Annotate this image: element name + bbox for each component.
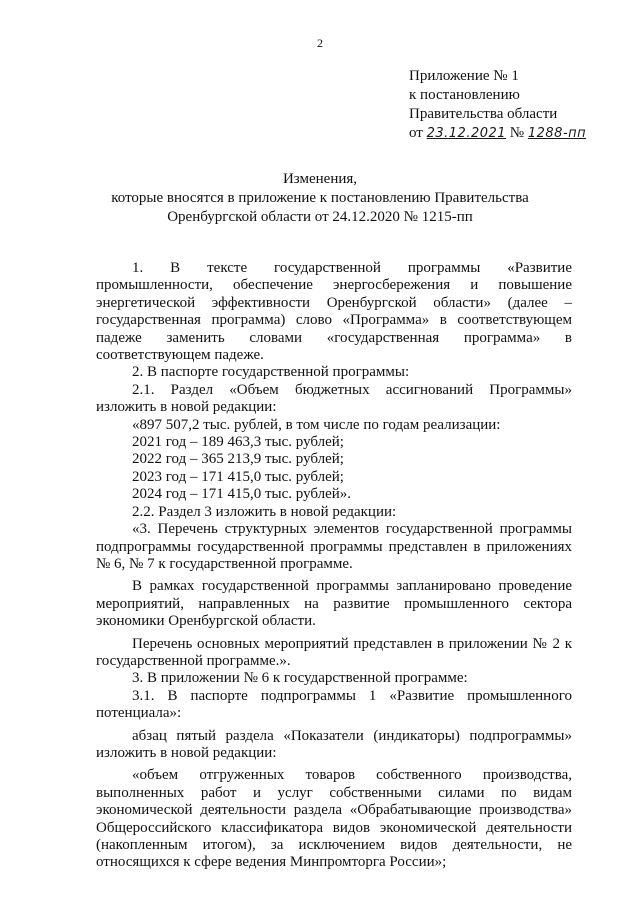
- paragraph-1: 1. В тексте государственной программы «Развитие промышленности, обеспечение энергосбережения и повышение энергетической эффективности Оренбургской области» (далее – государственная программа) слово «Программа» в соответствующем падеже заменить словами «государственная программа» в соответствующем падеже.: [96, 260, 572, 364]
- from-label: от: [409, 125, 423, 141]
- budget-2022: 2022 год – 365 213,9 тыс. рублей;: [132, 451, 344, 468]
- budget-2024: 2024 год – 171 415,0 тыс. рублей».: [132, 486, 352, 503]
- document-title: [80, 170, 560, 227]
- title-line-2: которые вносятся в приложение к постановлению Правительства: [111, 190, 529, 206]
- section-3-text: «3. Перечень структурных элементов государственной программы подпрограммы государственной программы представлен в приложениях № 6, № 7 к государственной программе.: [96, 521, 572, 572]
- title-line-3: Оренбургской области от 24.12.2020 № 1215-пп: [167, 209, 473, 225]
- appendix-title: Приложение № 1: [409, 68, 519, 84]
- handwritten-date: 23.12.2021: [426, 126, 507, 141]
- indicator-paragraph: абзац пятый раздела «Показатели (индикаторы) подпрограммы» изложить в новой редакции:: [96, 727, 572, 761]
- budget-total: «897 507,2 тыс. рублей, в том числе по годам реализации:: [132, 416, 501, 433]
- paragraph-2-1: 2.1. Раздел «Объем бюджетных ассигнований Программы» изложить в новой редакции:: [96, 381, 572, 416]
- budget-2023: 2023 год – 171 415,0 тыс. рублей;: [132, 468, 344, 485]
- budget-2021: 2021 год – 189 463,3 тыс. рублей;: [132, 434, 344, 451]
- program-measures: В рамках государственной программы запланировано проведение мероприятий, направленных на развитие промышленного сектора экономики Оренбургской области.: [96, 578, 572, 630]
- handwritten-number: 1288-пп: [527, 126, 587, 141]
- appendix-government: Правительства области: [409, 106, 558, 122]
- paragraph-2-2: 2.2. Раздел 3 изложить в новой редакции:: [132, 503, 397, 520]
- paragraph-3-1: 3.1. В паспорте подпрограммы 1 «Развитие промышленного потенциала»:: [96, 687, 572, 722]
- number-label: №: [509, 125, 525, 141]
- appendix-block: [409, 67, 586, 143]
- paragraph-3: 3. В приложении № 6 к государственной программе:: [132, 670, 468, 687]
- indicator-text: «объем отгруженных товаров собственного производства, выполненных работ и услуг собственными силами по видам экономической деятельности раздела «Обрабатывающие производства» Общероссийского классификатора видов экономической деятельности (накопленным итогом), за исключением видов деятельности, не относящихся к сфере ведения Минпромторга России»;: [96, 767, 572, 871]
- document-body: [96, 260, 572, 872]
- paragraph-2: 2. В паспорте государственной программы:: [132, 364, 410, 381]
- appendix-to-resolution: к постановлению: [409, 87, 520, 103]
- title-line-1: Изменения,: [282, 171, 358, 187]
- page-number: 2: [317, 36, 323, 50]
- appendix-date-line: [409, 124, 586, 143]
- measures-list-ref: Перечень основных мероприятий представлен в приложении № 2 к государственной программе.».: [96, 635, 572, 669]
